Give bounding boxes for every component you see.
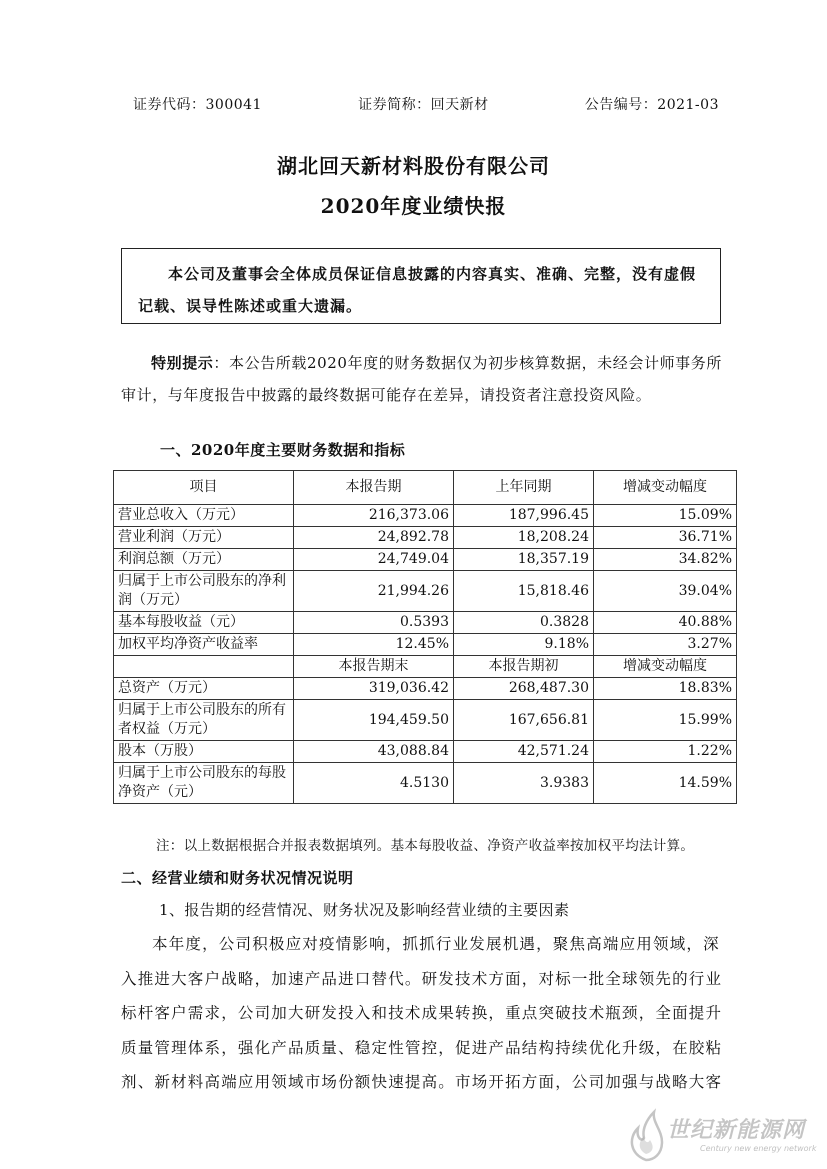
special-tip xyxy=(121,347,725,411)
value-cell: 18,357.19 xyxy=(454,549,594,571)
table-row xyxy=(114,527,737,549)
value-cell: 40.88% xyxy=(594,612,737,634)
body-paragraph: 本年度，公司积极应对疫情影响，抓抓行业发展机遇，聚焦高端应用领域，深入推进大客户战略，加速产品进口替代。研发技术方面，对标一批全球领先的行业标杆客户需求，公司加大研发投入和技术成果转换，重点突破技术瓶颈，全面提升质量管理体系，强化产品质量、稳定性管控，促进产品结构持续优化升级，在胶粘剂、新材料高端应用领域市场份额快速提高。市场开拓方面，公司加强与战略大客 xyxy=(121,935,723,1091)
announcement-header xyxy=(133,94,719,114)
value-cell: 本报告期末 xyxy=(294,656,454,678)
table-note: 注：以上数据根据合并报表数据填列。基本每股收益、净资产收益率按加权平均法计算。 xyxy=(156,838,695,854)
value-cell: 194,459.50 xyxy=(294,700,454,741)
subsection-1-title: 1、报告期的经营情况、财务状况及影响经营业绩的主要因素 xyxy=(159,901,570,919)
value-cell: 3.9383 xyxy=(454,763,594,804)
table-row xyxy=(114,763,737,804)
stock-name: 证券简称：回天新材 xyxy=(358,97,489,113)
value-cell: 15.09% xyxy=(594,505,737,527)
value-cell: 上年同期 xyxy=(454,471,594,505)
row-label-cell: 利润总额（万元） xyxy=(114,549,294,571)
value-cell: 36.71% xyxy=(594,527,737,549)
stock-code: 证券代码：300041 xyxy=(133,97,262,113)
value-cell: 43,088.84 xyxy=(294,741,454,763)
value-cell: 268,487.30 xyxy=(454,678,594,700)
special-tip-label: 特别提示 xyxy=(151,354,214,372)
row-label-cell xyxy=(114,656,294,678)
row-label-cell: 加权平均净资产收益率 xyxy=(114,634,294,656)
watermark-text: 世纪新能源网 xyxy=(667,1118,806,1143)
site-watermark xyxy=(612,1108,817,1163)
row-label-cell: 营业总收入（万元） xyxy=(114,505,294,527)
table-row xyxy=(114,471,737,505)
value-cell: 319,036.42 xyxy=(294,678,454,700)
value-cell: 9.18% xyxy=(454,634,594,656)
value-cell: 增减变动幅度 xyxy=(594,656,737,678)
value-cell: 本报告期 xyxy=(294,471,454,505)
row-label-cell: 项目 xyxy=(114,471,294,505)
row-label-cell: 基本每股收益（元） xyxy=(114,612,294,634)
row-label-cell: 总资产（万元） xyxy=(114,678,294,700)
value-cell: 39.04% xyxy=(594,571,737,612)
value-cell: 15.99% xyxy=(594,700,737,741)
table-row xyxy=(114,678,737,700)
row-label-cell: 归属于上市公司股东的所有者权益（万元） xyxy=(114,700,294,741)
value-cell: 12.45% xyxy=(294,634,454,656)
value-cell: 42,571.24 xyxy=(454,741,594,763)
section-1-title: 一、2020年度主要财务数据和指标 xyxy=(160,441,406,459)
value-cell: 0.3828 xyxy=(454,612,594,634)
row-label-cell: 归属于上市公司股东的每股净资产（元） xyxy=(114,763,294,804)
row-label-cell: 股本（万股） xyxy=(114,741,294,763)
value-cell: 24,892.78 xyxy=(294,527,454,549)
value-cell: 本报告期初 xyxy=(454,656,594,678)
table-row xyxy=(114,700,737,741)
row-label-cell: 归属于上市公司股东的净利润（万元） xyxy=(114,571,294,612)
report-title: 2020年度业绩快报 xyxy=(320,194,507,218)
table-row xyxy=(114,656,737,678)
value-cell: 167,656.81 xyxy=(454,700,594,741)
table-row xyxy=(114,505,737,527)
value-cell: 24,749.04 xyxy=(294,549,454,571)
value-cell: 3.27% xyxy=(594,634,737,656)
watermark-subtext: Century new energy network xyxy=(700,1144,817,1153)
value-cell: 0.5393 xyxy=(294,612,454,634)
section-2-title: 二、经营业绩和财务状况情况说明 xyxy=(121,869,354,887)
value-cell: 34.82% xyxy=(594,549,737,571)
notice-number: 公告编号：2021-03 xyxy=(584,97,719,113)
value-cell: 增减变动幅度 xyxy=(594,471,737,505)
value-cell: 18.83% xyxy=(594,678,737,700)
value-cell: 216,373.06 xyxy=(294,505,454,527)
table-row xyxy=(114,549,737,571)
special-tip-text: ：本公告所载2020年度的财务数据仅为初步核算数据，未经会计师事务所审计，与年度报告中披露的最终数据可能存在差异，请投资者注意投资风险。 xyxy=(121,354,722,404)
value-cell: 4.5130 xyxy=(294,763,454,804)
company-title: 湖北回天新材料股份有限公司 xyxy=(277,154,550,178)
value-cell: 18,208.24 xyxy=(454,527,594,549)
table-row xyxy=(114,741,737,763)
disclaimer-box: 本公司及董事会全体成员保证信息披露的内容真实、准确、完整，没有虚假记载、误导性陈述或重大遗漏。 xyxy=(121,248,721,324)
financial-data-table xyxy=(113,470,737,804)
value-cell: 14.59% xyxy=(594,763,737,804)
value-cell: 21,994.26 xyxy=(294,571,454,612)
table-row xyxy=(114,571,737,612)
row-label-cell: 营业利润（万元） xyxy=(114,527,294,549)
table-row xyxy=(114,634,737,656)
table-row xyxy=(114,612,737,634)
flame-logo-icon xyxy=(622,1108,670,1163)
value-cell: 187,996.45 xyxy=(454,505,594,527)
value-cell: 15,818.46 xyxy=(454,571,594,612)
value-cell: 1.22% xyxy=(594,741,737,763)
